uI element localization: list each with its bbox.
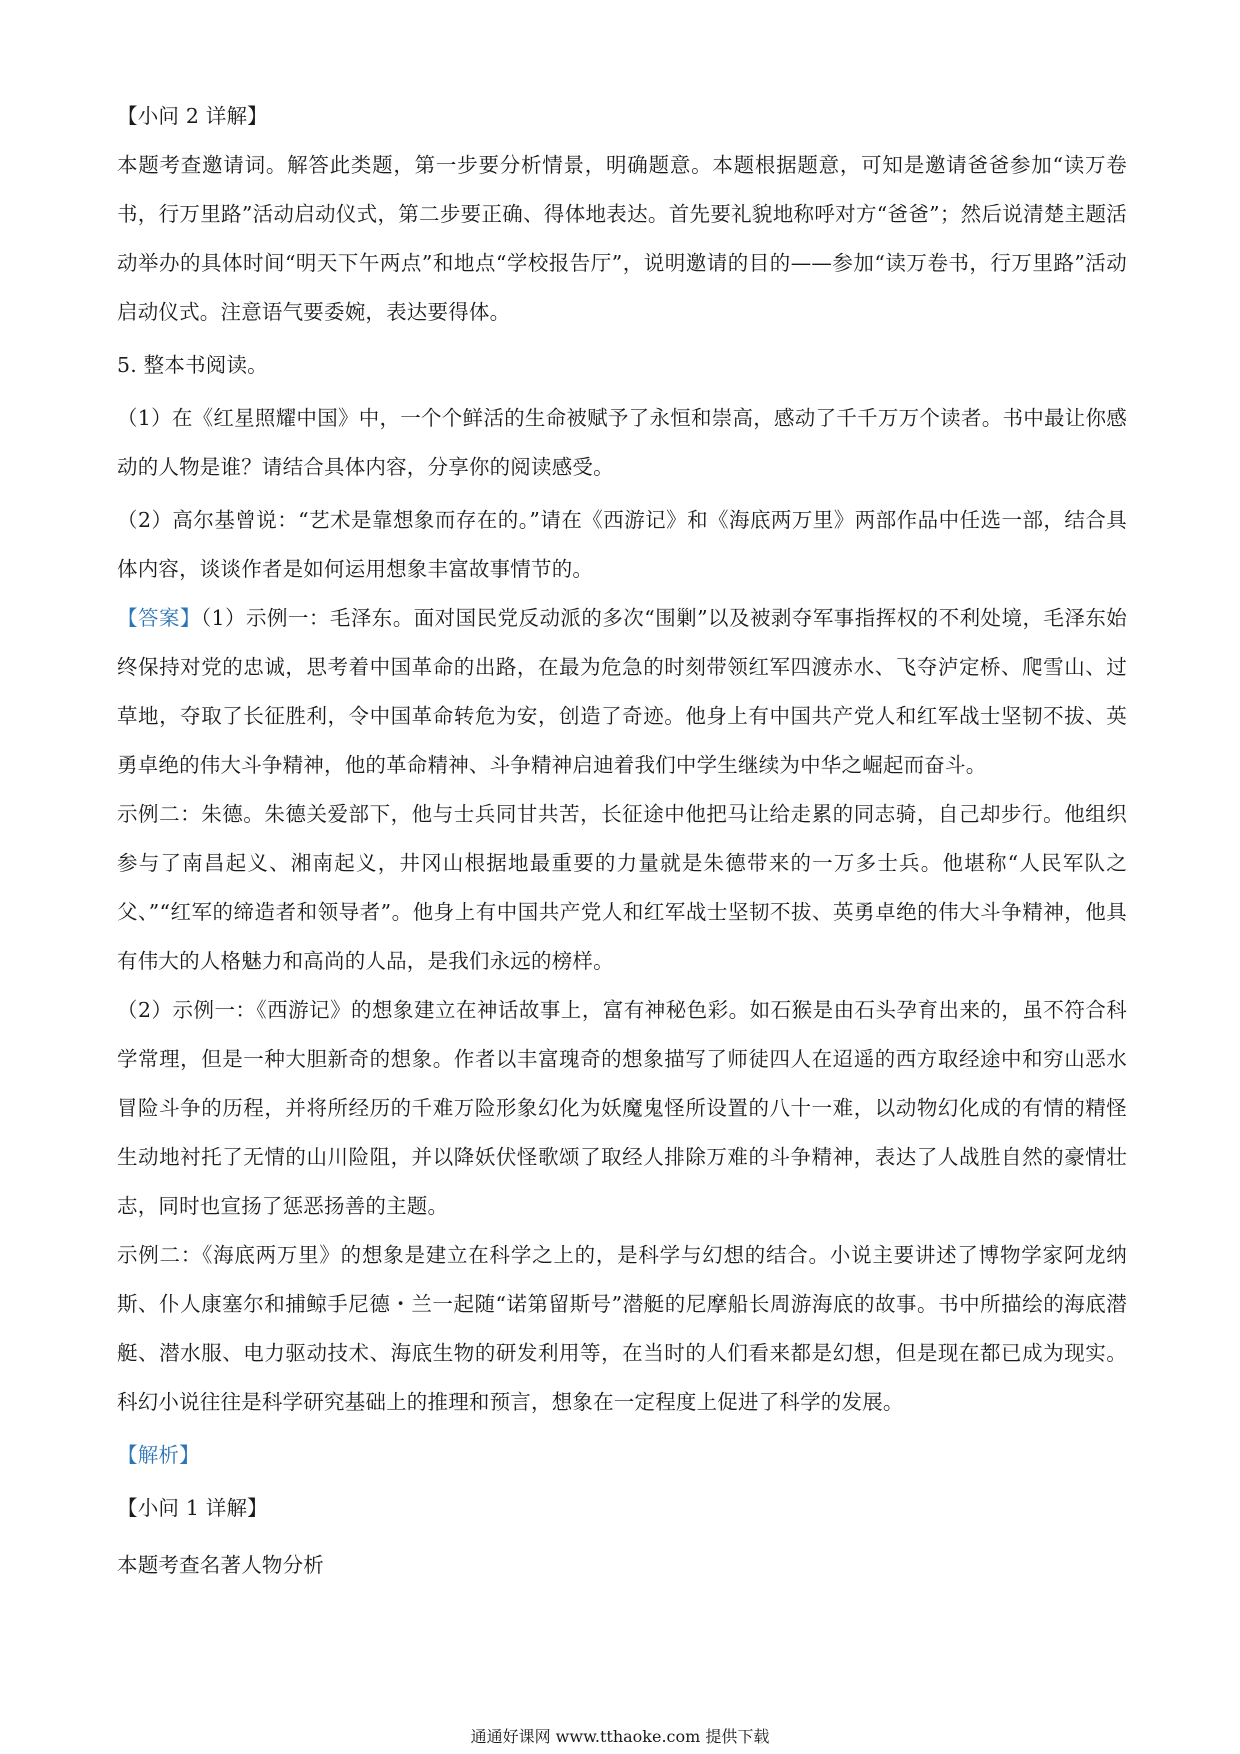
q5-part-2: （2）高尔基曾说：“艺术是靠想象而存在的。”请在《西游记》和《海底两万里》两部作品中任选一部，结合具体内容，谈谈作者是如何运用想象丰富故事情节的。 bbox=[117, 508, 1127, 581]
q1-header: 【小问 1 详解】 bbox=[117, 1496, 268, 1520]
q5-part-1: （1）在《红星照耀中国》中，一个个鲜活的生命被赋予了永恒和崇高，感动了千千万万个读者。书中最让你感动的人物是谁？请结合具体内容，分享你的阅读感受。 bbox=[117, 406, 1127, 479]
q1-explanation: 本题考查名著人物分析 bbox=[117, 1553, 324, 1577]
answer-2-example-2: 示例二：《海底两万里》的想象是建立在科学之上的，是科学与幻想的结合。小说主要讲述了博物学家阿龙纳斯、仆人康塞尔和捕鲸手尼德・兰一起随“诺第留斯号”潜艇的尼摩船长周游海底的故事。书中所描绘的海底潜艇、潜水服、电力驱动技术、海底生物的研发利用等，在当时的人们看来都是幻想，但是现在都已成为现实。科幻小说往往是科学研究基础上的推理和预言，想象在一定程度上促进了科学的发展。 bbox=[117, 1243, 1127, 1414]
answer-1-example-1-text: （1）示例一：毛泽东。面对国民党反动派的多次“围剿”以及被剥夺军事指挥权的不利处境，毛泽东始终保持对党的忠诚，思考着中国革命的出路，在最为危急的时刻带领红军四渡赤水、飞夺泸定桥、爬雪山、过草地，夺取了长征胜利，令中国革命转危为安，创造了奇迹。他身上有中国共产党人和红军战士坚韧不拔、英勇卓绝的伟大斗争精神，他的革命精神、斗争精神启迪着我们中学生继续为中华之崛起而奋斗。 bbox=[117, 606, 1127, 777]
q5-title: 5. 整本书阅读。 bbox=[117, 353, 268, 377]
q2-header: 【小问 2 详解】 bbox=[117, 104, 268, 128]
analysis-label: 【解析】 bbox=[117, 1443, 200, 1467]
document-content bbox=[117, 92, 1127, 1590]
answer-1-example-1 bbox=[117, 594, 1127, 790]
q2-explanation: 本题考查邀请词。解答此类题，第一步要分析情景，明确题意。本题根据题意，可知是邀请爸爸参加“读万卷书，行万里路”活动启动仪式，第二步要正确、得体地表达。首先要礼貌地称呼对方“爸爸”；然后说清楚主题活动举办的具体时间“明天下午两点”和地点“学校报告厅”，说明邀请的目的——参加“读万卷书，行万里路”活动启动仪式。注意语气要委婉，表达要得体。 bbox=[117, 153, 1127, 324]
answer-2-example-1: （2）示例一：《西游记》的想象建立在神话故事上，富有神秘色彩。如石猴是由石头孕育出来的，虽不符合科学常理，但是一种大胆新奇的想象。作者以丰富瑰奇的想象描写了师徒四人在迢遥的西方取经途中和穷山恶水冒险斗争的历程，并将所经历的千难万险形象幻化为妖魔鬼怪所设置的八十一难，以动物幻化成的有情的精怪生动地衬托了无情的山川险阻，并以降妖伏怪歌颂了取经人排除万难的斗争精神，表达了人战胜自然的豪情壮志，同时也宣扬了惩恶扬善的主题。 bbox=[117, 998, 1127, 1218]
answer-label: 【答案】 bbox=[117, 606, 201, 630]
page-footer: 通通好课网 www.tthaoke.com 提供下载 bbox=[470, 1727, 770, 1746]
answer-1-example-2: 示例二：朱德。朱德关爱部下，他与士兵同甘共苦，长征途中他把马让给走累的同志骑，自己却步行。他组织参与了南昌起义、湘南起义，井冈山根据地最重要的力量就是朱德带来的一万多士兵。他堪称“人民军队之父、”“红军的缔造者和领导者”。他身上有中国共产党人和红军战士坚韧不拔、英勇卓绝的伟大斗争精神，他具有伟大的人格魅力和高尚的人品，是我们永远的榜样。 bbox=[117, 802, 1127, 973]
